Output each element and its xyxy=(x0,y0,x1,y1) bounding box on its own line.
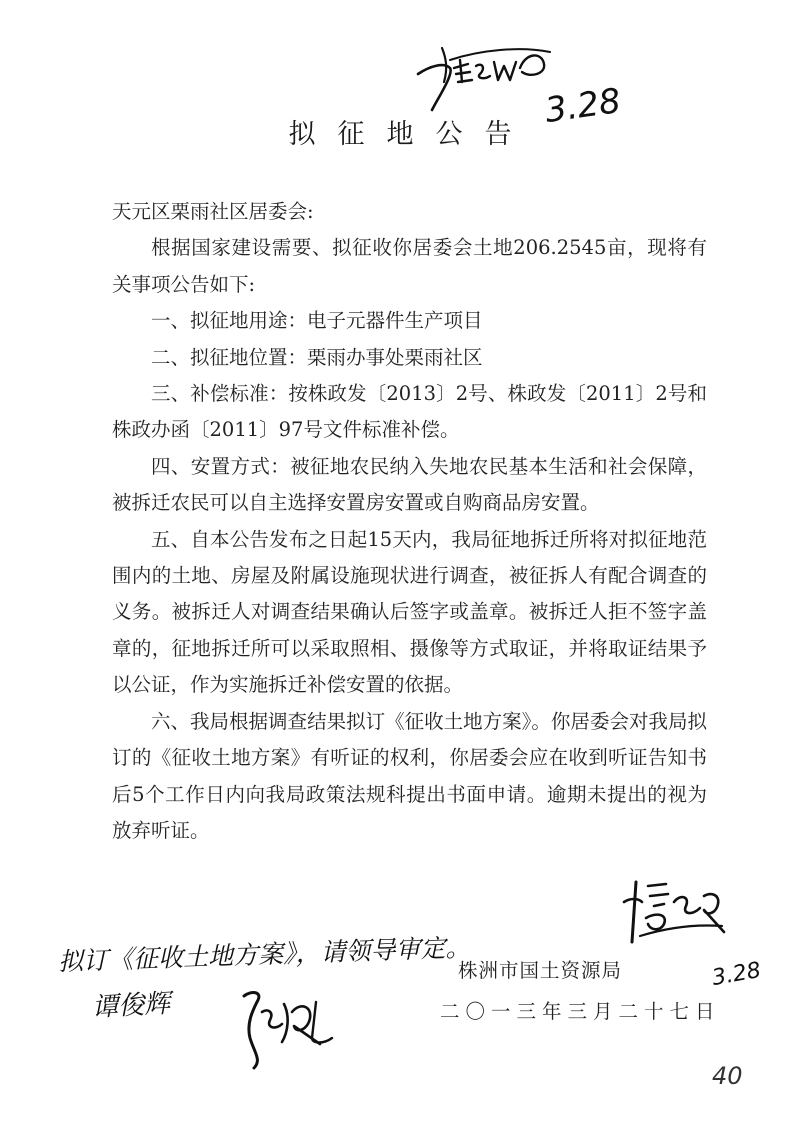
paragraph-location: 二、拟征地位置：栗雨办事处栗雨社区 xyxy=(151,345,483,369)
document-title: 拟征地公告 xyxy=(288,119,534,150)
issuing-organization: 株洲市国土资源局 xyxy=(458,959,623,982)
paragraph-intro: 根据国家建设需要、拟征收你居委会土地206.2545亩，现将有关事项公告如下: xyxy=(112,236,707,296)
handwritten-name: 谭俊辉 xyxy=(91,988,171,1024)
signature-top xyxy=(410,38,560,118)
paragraph-survey: 五、自本公告发布之日起15天内，我局征地拆迁所将对拟征地范围内的土地、房屋及附属设施现状进行调查，被征拆人有配合调查的义务。被拆迁人对调查结果确认后签字或盖章。被拆迁人拒不签字盖章的，征地拆迁所可以采取照相、摄像等方式取证，并将取证结果予以公证，作为实施拆迁补偿安置的依据。 xyxy=(112,527,707,697)
handwritten-date-top: 3.28 xyxy=(542,80,624,132)
paragraph-compensation: 三、补偿标准：按株政发〔2013〕2号、株政发〔2011〕2号和株政办函〔2011〕97号文件标准补偿。 xyxy=(112,382,707,442)
document-body xyxy=(112,194,707,849)
signature-bottom xyxy=(232,982,342,1072)
handwritten-date-right: 3.28 xyxy=(710,957,763,992)
paragraph-hearing: 六、我局根据调查结果拟订《征收土地方案》。你居委会对我局拟订的《征收土地方案》有听证的权利，你居委会应在收到听证告知书后5个工作日内向我局政策法规科提出书面申请。逾期未提出的视为放弃听证。 xyxy=(112,709,707,842)
addressee: 天元区栗雨社区居委会: xyxy=(112,200,314,223)
page-number: 40 xyxy=(712,1062,743,1090)
paragraph-purpose: 一、拟征地用途：电子元器件生产项目 xyxy=(151,309,483,333)
signature-right xyxy=(620,872,730,962)
issue-date: 二〇一三年三月二十七日 xyxy=(440,1000,721,1023)
paragraph-resettlement: 四、安置方式：被征地农民纳入失地农民基本生活和社会保障，被拆迁农民可以自主选择安置房安置或自购商品房安置。 xyxy=(112,454,707,515)
handwritten-note: 拟订《征收土地方案》，请领导审定。 xyxy=(57,932,471,977)
